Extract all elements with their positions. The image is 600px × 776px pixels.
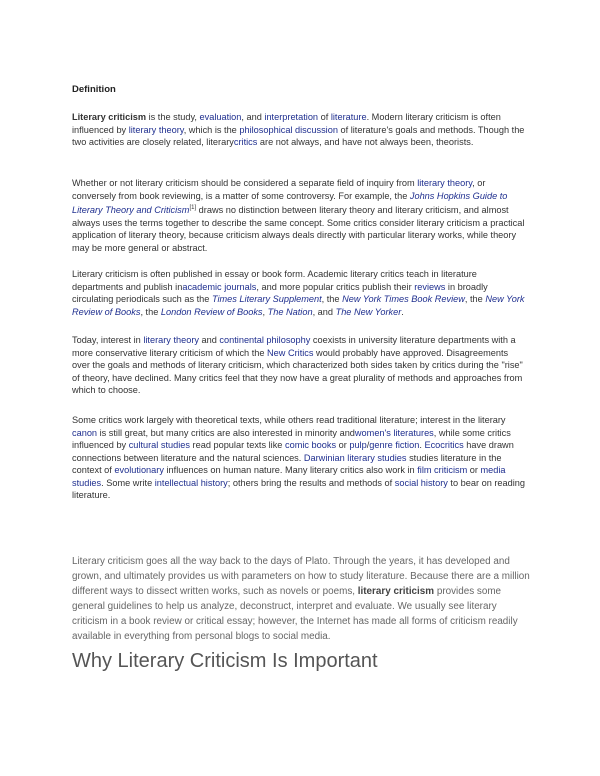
paragraph-today [72,334,527,397]
link-comic-books[interactable]: comic books [284,440,337,450]
section-heading-definition: Definition [72,84,116,95]
text: or [336,440,350,450]
text: Today, interest in [72,335,144,345]
text: , which is the [183,124,240,135]
text: , and [241,112,265,122]
link-canon[interactable]: canon [72,427,98,438]
link-continental-philosophy[interactable]: continental philosophy [219,335,311,345]
link-academic-journals[interactable]: academic journals [182,281,257,292]
link-ny-review-of-books[interactable]: New York Review of Books [72,294,525,317]
link-interpretation[interactable]: interpretation [264,112,319,122]
text: coexists in university literature departments with a more conservative literary criticism of which the [72,335,516,358]
text: Some critics work largely with theoretical texts, while others read traditional literature; interest in the literary [72,415,506,425]
citation-sup[interactable]: [1] [189,205,197,211]
paragraph-definition [72,111,527,149]
text: , the [464,294,486,304]
text: have drawn connections between literature and the natural sciences. [72,440,514,463]
link-times-literary-supplement[interactable]: Times Literary Supplement [211,294,322,304]
text: provides some general guidelines to help us analyze, deconstruct, interpret and evaluate. We usually see literary criticism in a book review or critical essay; however, the Internet has made all forms of criticism readily available in everything from personal blogs to social media. [72,585,518,642]
link-media-studies[interactable]: media studies [72,465,506,488]
text: of literature's goals and methods. Though the two activities are closely related, literary [72,124,525,147]
text: is the study, [146,112,200,122]
text: or [467,465,481,475]
text: Whether or not literary criticism should be considered a separate field of inquiry from [72,178,418,188]
text: of [318,112,331,122]
text: Literary criticism goes all the way back to the days of Plato. Through the years, it has developed and grown, and ultimately provides us with parameters on how to study literature. Because there are a million different ways to dissect written works, such as novels or poems, [72,556,530,597]
text: studies literature in the context of [72,452,502,475]
text: is still great, but many critics are also interested in minority and [97,427,355,438]
text: Literary criticism is often published in essay or book form. Academic literary critics teach in literature departments and publish in [72,269,477,292]
text: . [419,440,425,450]
text: in broadly circulating periodicals such as the [72,281,488,304]
text: , the [321,294,343,304]
link-critics[interactable]: critics [233,137,258,147]
link-the-nation[interactable]: The Nation [267,306,313,317]
text: ; others bring the results and methods of [227,477,395,488]
link-evolutionary[interactable]: evolutionary [114,465,164,475]
link-darwinian-literary-studies[interactable]: Darwinian literary studies [303,452,407,463]
paragraph-approaches [72,414,527,502]
link-intellectual-history[interactable]: intellectual history [154,477,228,488]
text: read popular texts like [189,440,285,450]
text: are not always, and have not always been, theorists. [257,137,474,147]
paragraph-publication [72,268,527,318]
link-literary-theory[interactable]: literary theory [417,178,473,188]
text: , and more popular critics publish their [256,281,415,292]
text: , while some critics influenced by [72,427,511,450]
text: to bear on reading literature. [72,477,526,500]
text: would probably have approved. Disagreements over the goals and methods of literary criticism, which characterized both sides taken by critics during the "rise" of theory, have declined. Many critics feel that they now have a great plurality of methods and approaches from which to choose. [72,347,523,395]
link-ecocritics[interactable]: Ecocritics [424,440,464,450]
text: influences on human nature. Many literary critics also work in [163,465,418,475]
text: , or conversely from book reviewing, is a matter of some controversy. For example, the [72,178,486,201]
link-reviews[interactable]: reviews [414,281,446,292]
text: , and [312,306,336,317]
link-literature[interactable]: literature [330,112,367,122]
section-heading-why-important: Why Literary Criticism Is Important [72,650,378,672]
paragraph-plato [72,555,532,644]
link-film-criticism[interactable]: film criticism [417,465,468,475]
link-genre-fiction[interactable]: genre fiction [369,440,420,450]
link-cultural-studies[interactable]: cultural studies [128,440,190,450]
link-the-new-yorker[interactable]: The New Yorker [335,306,402,317]
text: , [262,306,268,317]
text: / [366,440,370,450]
link-pulp[interactable]: pulp [349,440,367,450]
link-literary-theory[interactable]: literary theory [128,124,184,135]
text: , the [140,306,161,317]
text: and [198,335,220,345]
link-social-history[interactable]: social history [394,477,448,488]
text: . Modern literary criticism is often influenced by [72,112,501,135]
text: . Some write [101,477,155,488]
term-literary-criticism: Literary criticism [72,112,147,122]
text: draws no distinction between literary theory and literary criticism, and almost always uses the terms together to describe the same concept. Some critics consider literary criticism a practical application of literary theory, because criticism always deals directly with particular literary works, while theory may be more general or abstract. [72,205,525,253]
link-womens-literatures[interactable]: women's literatures [354,427,434,438]
link-new-critics[interactable]: New Critics [267,347,314,358]
link-evaluation[interactable]: evaluation [199,112,242,122]
link-philosophical-discussion[interactable]: philosophical discussion [239,124,338,135]
link-literary-theory[interactable]: literary theory [143,335,199,345]
paragraph-theory-vs-criticism [72,177,527,254]
text: . [401,306,404,317]
term-literary-criticism: literary criticism [357,585,435,597]
link-london-review-of-books[interactable]: London Review of Books [160,306,263,317]
link-nyt-book-review[interactable]: New York Times Book Review [342,294,465,304]
link-johns-hopkins-guide[interactable]: Johns Hopkins Guide to Literary Theory and Criticism [72,190,508,216]
